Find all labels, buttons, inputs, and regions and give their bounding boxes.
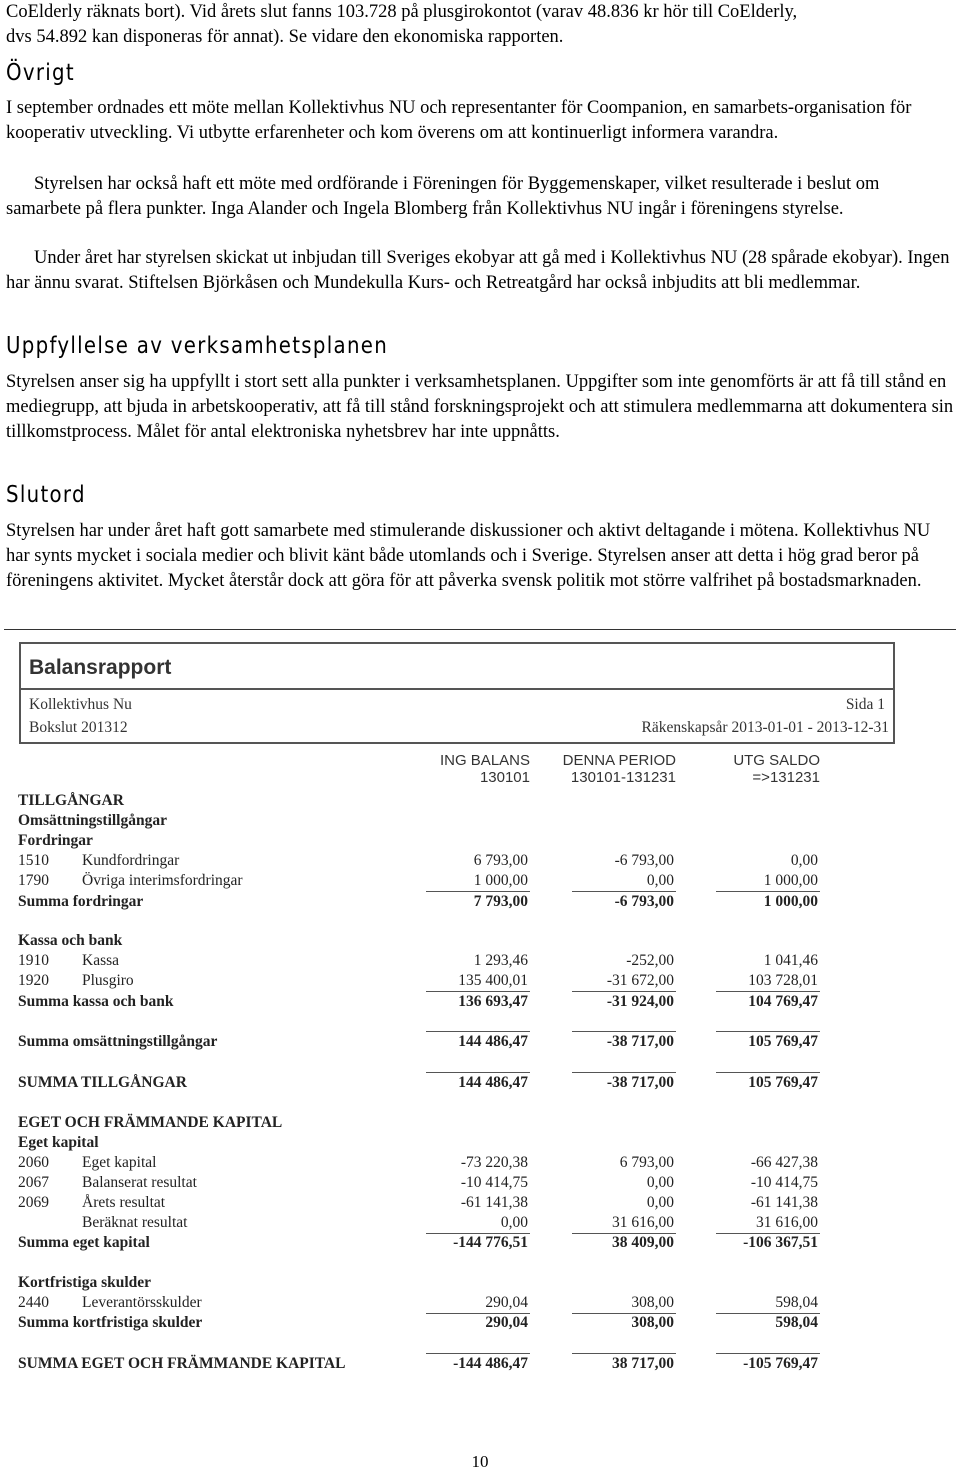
table-row — [6, 812, 954, 832]
utg-saldo-value: 31 616,00 — [756, 1214, 818, 1231]
table-row — [6, 1074, 954, 1094]
sum-underline — [426, 1353, 530, 1354]
balance-report-title: Balansrapport — [29, 656, 172, 679]
utg-saldo-value: 1 041,46 — [763, 952, 818, 969]
ing-balans-value: 290,04 — [485, 1314, 528, 1331]
ing-balans-value: 136 693,47 — [458, 993, 528, 1010]
table-row — [6, 792, 954, 812]
utg-saldo-value: 103 728,01 — [748, 972, 818, 989]
table-row — [6, 893, 954, 913]
heading-ovrigt: Övrigt — [6, 60, 75, 86]
table-row — [6, 972, 954, 992]
row-label: Kassa — [82, 952, 120, 969]
ovrigt-paragraph-2 — [6, 172, 954, 222]
sum-underline — [572, 991, 676, 992]
utg-saldo-value: -106 367,51 — [743, 1234, 818, 1251]
account-number: 2067 — [18, 1174, 49, 1191]
table-row — [6, 1194, 954, 1214]
bokslut-label: Bokslut 201312 — [29, 719, 128, 736]
column-header-ing-balans — [388, 752, 530, 786]
ing-balans-value: 7 793,00 — [473, 893, 528, 910]
table-row — [6, 1234, 954, 1254]
column-header-ing-balans-title: ING BALANS — [439, 752, 530, 769]
column-header-utg-saldo-title: UTG SALDO — [733, 752, 820, 769]
sum-underline — [572, 891, 676, 892]
slutord-paragraph: Styrelsen har under året haft gott samarbete med stimulerande diskussioner och aktivt deltagande i mötena. Kollektivhus NU har synts mycket i sociala medier och blivit känt både utomlands och i Sverige. Styrelsen anser att detta i hög grad beror på föreningens aktivitet. Mycket återstår dock att göra för att påverka svensk politik mot större valfrihet på bostadsmarknaden. — [6, 521, 931, 591]
ing-balans-value: 1 000,00 — [473, 872, 528, 889]
account-number: 2069 — [18, 1194, 49, 1211]
table-row — [6, 1114, 954, 1134]
row-label: Kundfordringar — [82, 852, 180, 869]
denna-period-value: -38 717,00 — [606, 1074, 674, 1091]
denna-period-value: 38 717,00 — [612, 1355, 674, 1372]
sum-underline — [572, 1031, 676, 1032]
denna-period-value: -31 672,00 — [606, 972, 674, 989]
account-number: 2060 — [18, 1154, 49, 1171]
column-header-denna-period — [534, 752, 676, 786]
row-label: Omsättningstillgångar — [18, 812, 167, 829]
ing-balans-value: 144 486,47 — [458, 1074, 528, 1091]
account-number: 2440 — [18, 1294, 49, 1311]
row-label: Leverantörsskulder — [82, 1294, 202, 1311]
denna-period-value: 0,00 — [646, 872, 674, 889]
sum-underline — [426, 1072, 530, 1073]
utg-saldo-value: 1 000,00 — [763, 872, 818, 889]
utg-saldo-value: 105 769,47 — [748, 1074, 818, 1091]
utg-saldo-value: -105 769,47 — [743, 1355, 818, 1372]
table-row — [6, 993, 954, 1013]
ovrigt-paragraph-1: I september ordnades ett möte mellan Kollektivhus NU och representanter för Coompanion, en samarbets-organisation för kooperativ utveckling. Vi utbytte erfarenheter och kom överens om att kontinuerligt informera varandra. — [6, 98, 912, 143]
account-number: 1920 — [18, 972, 49, 989]
balance-report — [6, 634, 954, 1404]
row-label: EGET OCH FRÄMMANDE KAPITAL — [18, 1114, 283, 1131]
utg-saldo-value: 598,04 — [775, 1294, 818, 1311]
row-label: Beräknat resultat — [82, 1214, 188, 1231]
denna-period-value: 308,00 — [631, 1314, 674, 1331]
table-row — [6, 1174, 954, 1194]
sum-underline — [426, 1031, 530, 1032]
heading-slutord: Slutord — [6, 482, 86, 508]
column-header-utg-saldo — [678, 752, 820, 786]
row-label: Eget kapital — [18, 1134, 99, 1151]
column-header-utg-saldo-date: =>131231 — [752, 769, 820, 786]
ing-balans-value: -61 141,38 — [460, 1194, 528, 1211]
sum-underline — [426, 991, 530, 992]
table-row — [6, 952, 954, 972]
row-label: Kortfristiga skulder — [18, 1274, 152, 1291]
row-label: Fordringar — [18, 832, 93, 849]
ing-balans-value: -73 220,38 — [460, 1154, 528, 1171]
section-divider — [4, 629, 956, 630]
denna-period-value: -38 717,00 — [606, 1033, 674, 1050]
row-label: Summa kortfristiga skulder — [18, 1314, 203, 1331]
denna-period-value: 31 616,00 — [612, 1214, 674, 1231]
utg-saldo-value: -66 427,38 — [750, 1154, 818, 1171]
ing-balans-value: 1 293,46 — [473, 952, 528, 969]
denna-period-value: 38 409,00 — [612, 1234, 674, 1251]
row-label: SUMMA TILLGÅNGAR — [18, 1074, 187, 1091]
denna-period-value: 308,00 — [631, 1294, 674, 1311]
utg-saldo-value: 0,00 — [790, 852, 818, 869]
intro-line-2: dvs 54.892 kan disponeras för annat). Se vidare den ekonomiska rapporten. — [6, 27, 564, 47]
denna-period-value: -31 924,00 — [606, 993, 674, 1010]
table-row — [6, 1033, 954, 1053]
table-row — [6, 1314, 954, 1334]
sum-underline — [426, 891, 530, 892]
row-label: Övriga interimsfordringar — [82, 872, 243, 889]
denna-period-value: 0,00 — [646, 1174, 674, 1191]
sum-underline — [572, 1072, 676, 1073]
table-row — [6, 1154, 954, 1174]
table-row — [6, 1294, 954, 1314]
table-row — [6, 832, 954, 852]
ing-balans-value: -144 776,51 — [453, 1234, 528, 1251]
ovrigt-p3-text: Under året har styrelsen skickat ut inbjudan till Sveriges ekobyar att gå med i Kollektivhus NU (28 spårade ekobyar). Ingen har ännu svarat. Stiftelsen Björkåsen och Mundekulla Kurs- och Retreatgård har också inbjudits att bli medlemmar. — [6, 248, 950, 293]
uppfyllelse-paragraph: Styrelsen anser sig ha uppfyllt i stort sett alla punkter i verksamhetsplanen. Uppgifter som inte genomförts är att få till stånd en mediegrupp, att bjuda in arbetskooperativ, att få till stånd forskningsprojekt och att stimulera medlemmarna att dokumentera sin tillkomstprocess. Målet för antal elektroniska nyhetsbrev har inte uppnåtts. — [6, 372, 954, 442]
intro-paragraph — [6, 0, 954, 50]
table-row — [6, 872, 954, 892]
row-label: Summa eget kapital — [18, 1234, 150, 1251]
table-row — [6, 1214, 954, 1234]
intro-line-1: CoElderly räknats bort). Vid årets slut fanns 103.728 på plusgirokontot (varav 48.836 kr hör till CoElderly, — [6, 2, 798, 22]
balance-report-header — [19, 642, 895, 744]
sum-underline — [716, 1072, 820, 1073]
row-label: SUMMA EGET OCH FRÄMMANDE KAPITAL — [18, 1355, 346, 1372]
denna-period-value: -252,00 — [626, 952, 674, 969]
utg-saldo-value: 1 000,00 — [763, 893, 818, 910]
utg-saldo-value: -61 141,38 — [750, 1194, 818, 1211]
page-number: 10 — [471, 1452, 489, 1471]
sum-underline — [716, 1031, 820, 1032]
denna-period-value: -6 793,00 — [614, 893, 674, 910]
table-row — [6, 1134, 954, 1154]
account-number: 1910 — [18, 952, 49, 969]
organization-name: Kollektivhus Nu — [29, 696, 132, 713]
heading-uppfyllelse: Uppfyllelse av verksamhetsplanen — [6, 333, 389, 359]
ovrigt-paragraph-3 — [6, 246, 954, 296]
row-label: Summa omsättningstillgångar — [18, 1033, 218, 1050]
column-header-ing-balans-date: 130101 — [479, 769, 530, 786]
row-label: Kassa och bank — [18, 932, 123, 949]
ing-balans-value: 135 400,01 — [458, 972, 528, 989]
column-header-denna-period-title: DENNA PERIOD — [562, 752, 676, 769]
row-label: Årets resultat — [82, 1194, 166, 1211]
denna-period-value: 6 793,00 — [619, 1154, 674, 1171]
table-row — [6, 932, 954, 952]
sum-underline — [716, 1353, 820, 1354]
row-label: Summa kassa och bank — [18, 993, 174, 1010]
row-label: Eget kapital — [82, 1154, 157, 1171]
utg-saldo-value: -10 414,75 — [750, 1174, 818, 1191]
utg-saldo-value: 598,04 — [775, 1314, 818, 1331]
row-label: Summa fordringar — [18, 893, 144, 910]
page-label: Sida 1 — [845, 696, 885, 713]
column-header-denna-period-date: 130101-131231 — [570, 769, 676, 786]
denna-period-value: -6 793,00 — [614, 852, 674, 869]
denna-period-value: 0,00 — [646, 1194, 674, 1211]
account-number: 1790 — [18, 872, 49, 889]
ing-balans-value: -10 414,75 — [460, 1174, 528, 1191]
ing-balans-value: 0,00 — [500, 1214, 528, 1231]
table-row — [6, 1274, 954, 1294]
ing-balans-value: -144 486,47 — [453, 1355, 528, 1372]
row-label: Balanserat resultat — [82, 1174, 197, 1191]
table-row — [6, 852, 954, 872]
sum-underline — [716, 891, 820, 892]
sum-underline — [716, 991, 820, 992]
header-divider — [21, 688, 893, 690]
ing-balans-value: 290,04 — [485, 1294, 528, 1311]
account-number: 1510 — [18, 852, 49, 869]
ing-balans-value: 6 793,00 — [473, 852, 528, 869]
ovrigt-p2-text: Styrelsen har också haft ett möte med ordförande i Föreningen för Byggemenskaper, vilket resulterade i beslut om samarbete på flera punkter. Inga Alander och Ingela Blomberg från Kollektivhus NU ingår i föreningens styrelse. — [6, 174, 880, 219]
utg-saldo-value: 104 769,47 — [748, 993, 818, 1010]
row-label: Plusgiro — [82, 972, 134, 989]
utg-saldo-value: 105 769,47 — [748, 1033, 818, 1050]
fiscal-year-label: Räkenskapsår 2013-01-01 - 2013-12-31 — [641, 719, 889, 736]
table-row — [6, 1355, 954, 1375]
row-label: TILLGÅNGAR — [18, 792, 124, 809]
ing-balans-value: 144 486,47 — [458, 1033, 528, 1050]
sum-underline — [572, 1353, 676, 1354]
